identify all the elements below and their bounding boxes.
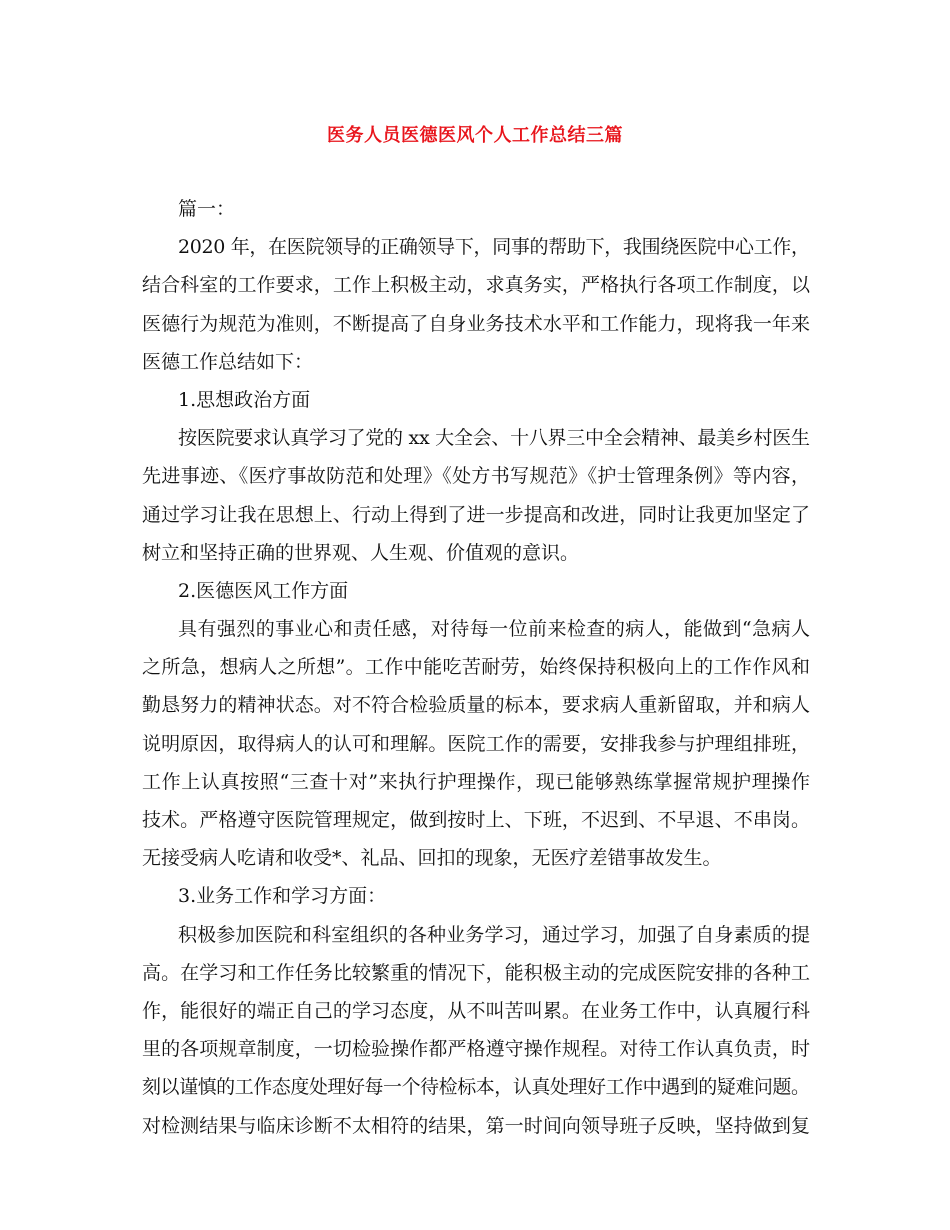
document-body — [142, 190, 810, 1145]
text-line: 按医院要求认真学习了党的 xx 大全会、十八界三中全会精神、最美乡村医生 — [178, 427, 810, 450]
text-line: 篇一： — [178, 198, 236, 220]
document-title: 医务人员医德医风个人工作总结三篇 — [327, 125, 623, 146]
text-line: 结合科室的工作要求，工作上积极主动，求真务实，严格执行各项工作制度，以 — [142, 274, 811, 297]
text-line: 说明原因，取得病人的认可和理解。医院工作的需要，安排我参与护理组排班， — [142, 732, 811, 755]
text-line: 先进事迹、《医疗事故防范和处理》《处方书写规范》《护士管理条例》等内容， — [142, 465, 811, 488]
text-line: 作，能很好的端正自己的学习态度，从不叫苦叫累。在业务工作中，认真履行科 — [142, 999, 811, 1022]
text-line: 勤恳努力的精神状态。对不符合检验质量的标本，要求病人重新留取，并和病人 — [142, 694, 811, 717]
text-line: 对检测结果与临床诊断不太相符的结果，第一时间向领导班子反映，坚持做到复 — [142, 1114, 811, 1137]
text-line: 技术。严格遵守医院管理规定，做到按时上、下班，不迟到、不早退、不串岗。 — [142, 809, 811, 831]
text-line: 医德行为规范为准则，不断提高了自身业务技术水平和工作能力，现将我一年来 — [142, 312, 811, 335]
text-line: 积极参加医院和科室组织的各种业务学习，通过学习，加强了自身素质的提 — [178, 923, 811, 946]
text-line: 具有强烈的事业心和责任感，对待每一位前来检查的病人，能做到“急病人 — [178, 618, 811, 641]
text-line: 1.思想政治方面 — [178, 388, 311, 411]
text-line: 通过学习让我在思想上、行动上得到了进一步提高和改进，同时让我更加坚定了 — [142, 503, 811, 526]
text-line: 无接受病人吃请和收受*、礼品、回扣的现象，无医疗差错事故发生。 — [142, 847, 722, 870]
text-line: 工作上认真按照“三查十对”来执行护理操作，现已能够熟练掌握常规护理操作 — [142, 770, 811, 793]
text-line: 树立和坚持正确的世界观、人生观、价值观的意识。 — [142, 541, 580, 564]
text-line: 2020 年，在医院领导的正确领导下，同事的帮助下，我围绕医院中心工作， — [178, 236, 810, 259]
text-line: 医德工作总结如下： — [142, 350, 314, 373]
text-line: 2.医德医风工作方面 — [178, 579, 349, 602]
text-line: 刻以谨慎的工作态度处理好每一个待检标本，认真处理好工作中遇到的疑难问题。 — [142, 1076, 810, 1099]
text-line: 里的各项规章制度，一切检验操作都严格遵守操作规程。对待工作认真负责，时 — [142, 1038, 811, 1061]
text-line: 高。在学习和工作任务比较繁重的情况下，能积极主动的完成医院安排的各种工 — [142, 961, 811, 984]
text-line: 之所急，想病人之所想”。工作中能吃苦耐劳，始终保持积极向上的工作作风和 — [142, 656, 811, 679]
text-line: 3.业务工作和学习方面： — [178, 885, 387, 908]
